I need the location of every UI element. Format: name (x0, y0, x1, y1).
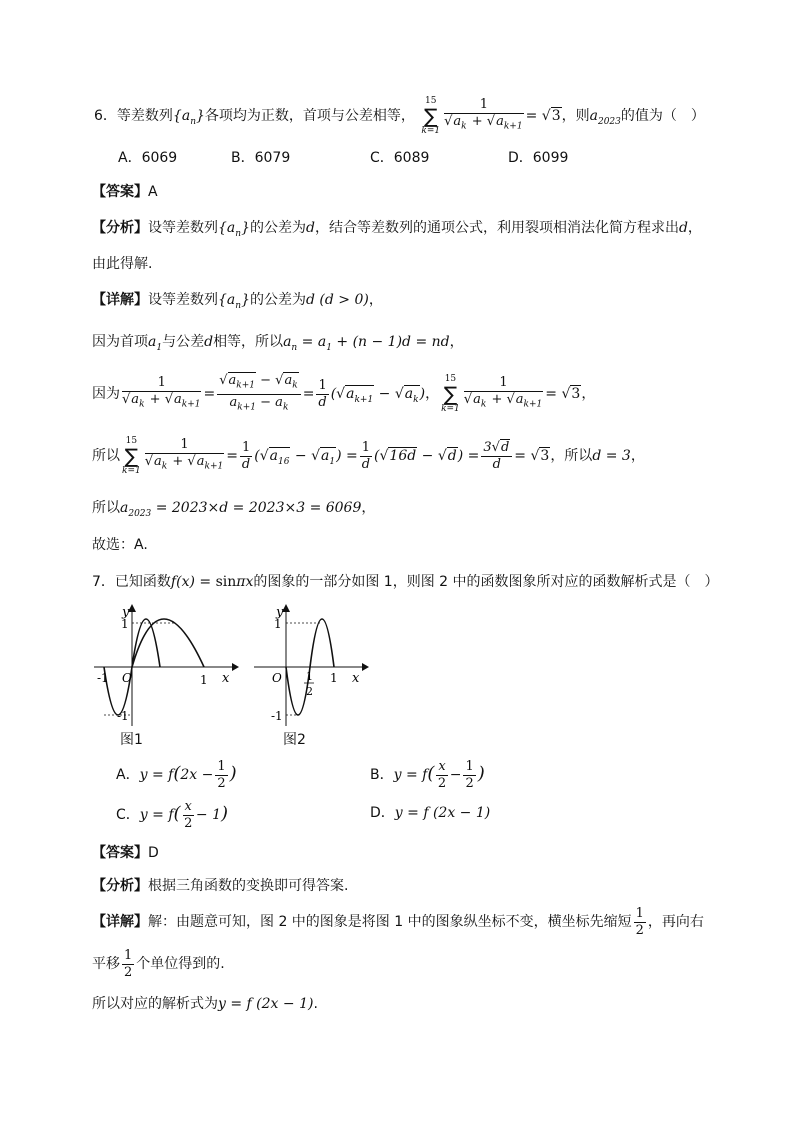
q6-answer: 【答案】A (92, 184, 158, 200)
svg-text:1: 1 (200, 673, 208, 687)
q6-option-d[interactable]: D．6099 (508, 150, 569, 166)
q7-option-a[interactable]: A．y = f(2x − $\frac{1}{2}$ ) (116, 758, 237, 791)
svg-text:2: 2 (306, 685, 313, 698)
q6-analysis-cont: 由此得解. (92, 256, 153, 272)
q7-answer: 【答案】D (92, 845, 159, 861)
q6-stem: 6．等差数列$\{a_n\}$各项均为正数，首项与公差相等， 15 ∑ k=1 $\frac{1}{√a_k + √a_{k+1}}$ = √3，则$a_{2023}$的值为（ ） (94, 96, 705, 136)
svg-text:y: y (122, 605, 130, 620)
sequence-symbol: $\{a_n\}$ (172, 108, 205, 127)
svg-text:x: x (222, 671, 230, 686)
svg-text:-1: -1 (117, 709, 129, 723)
q7-stem: 7．已知函数f(x) = sinπx的图象的一部分如图 1，则图 2 中的函数图象所对应的函数解析式是（ ） (92, 574, 719, 590)
q7-detail-2: 平移 $\frac{1}{2}$ 个单位得到的. (92, 947, 225, 980)
q6-detail-2: 因为首项$a_1$与公差d相等，所以$a_n = a_1 + (n - 1)d$ = nd， (92, 334, 464, 353)
q6-analysis: 【分析】设等差数列$\{a_n\}$的公差为d，结合等差数列的通项公式，利用裂项相消法化简方程求出d， (92, 220, 702, 239)
q7-analysis: 【分析】根据三角函数的变换即可得答案. (92, 878, 349, 894)
q7-detail-3: 所以对应的解析式为y = f (2x − 1). (92, 996, 318, 1012)
q6-detail-1: 【详解】设等差数列$\{a_n\}$的公差为d (d > 0)， (92, 292, 383, 311)
svg-text:1: 1 (121, 617, 129, 631)
sum-symbol: 15 ∑ k=1 (421, 96, 441, 136)
q6-detail-4: 所以 15 ∑ k=1 $\frac{1}{√a_k + √a_{k+1}}$ = $\frac{1}{d}$ $(√a_{16} - √a_1)$ = $\frac{1}{d}$ (√16d − √d) = $\frac{3√d}{d}$ = √3，所以d = 3， (92, 436, 645, 476)
svg-text:O: O (122, 671, 132, 685)
svg-text:-1: -1 (271, 709, 283, 723)
q6-final: 故选：A. (92, 537, 148, 553)
q6-detail-3: 因为 $\frac{1}{√a_k + √a_{k+1}}$ = $\frac{√a_{k+1} - √a_k}{a_{k+1} - a_k}$ = $\frac{1}{d}$ $(√a_{k+1} - √a_k)$， 15 ∑ k=1 $\frac{1}{√a_k + √a_{k+1}}$ = √3， (92, 372, 596, 414)
figure-1-graph (92, 600, 242, 730)
q6-option-b[interactable]: B．6079 (231, 150, 291, 166)
q7-detail-1: 【详解】解：由题意可知，图 2 中的图象是将图 1 中的图象纵坐标不变，横坐标先缩短 $\frac{1}{2}$ ，再向右 (92, 905, 704, 938)
svg-text:1: 1 (330, 671, 338, 685)
svg-text:x: x (352, 671, 360, 686)
q7-option-d[interactable]: D．y = f (2x − 1) (370, 805, 491, 821)
figure-2-caption: 图2 (283, 732, 306, 748)
figure-2-graph (252, 600, 372, 730)
q6-option-c[interactable]: C．6089 (370, 150, 430, 166)
svg-text:O: O (272, 671, 282, 685)
q6-option-a[interactable]: A．6069 (118, 150, 178, 166)
sum-fraction: $\frac{1}{√a_k + √a_{k+1}}$ (444, 97, 523, 132)
figure-1-caption: 图1 (120, 732, 143, 748)
svg-text:1: 1 (274, 617, 282, 631)
svg-text:1: 1 (306, 670, 313, 683)
q7-option-b[interactable]: B．y = f( $\frac{x}{2}$ − $\frac{1}{2}$ ) (370, 758, 485, 791)
q6-detail-5: 所以$a_{2023} = 2023\times d = 2023\times 3 = 6069$， (92, 500, 376, 519)
svg-text:y: y (276, 605, 284, 620)
q7-option-c[interactable]: C．y = f( $\frac{x}{2}$ − 1) (116, 798, 229, 831)
svg-text:-1: -1 (97, 671, 109, 685)
